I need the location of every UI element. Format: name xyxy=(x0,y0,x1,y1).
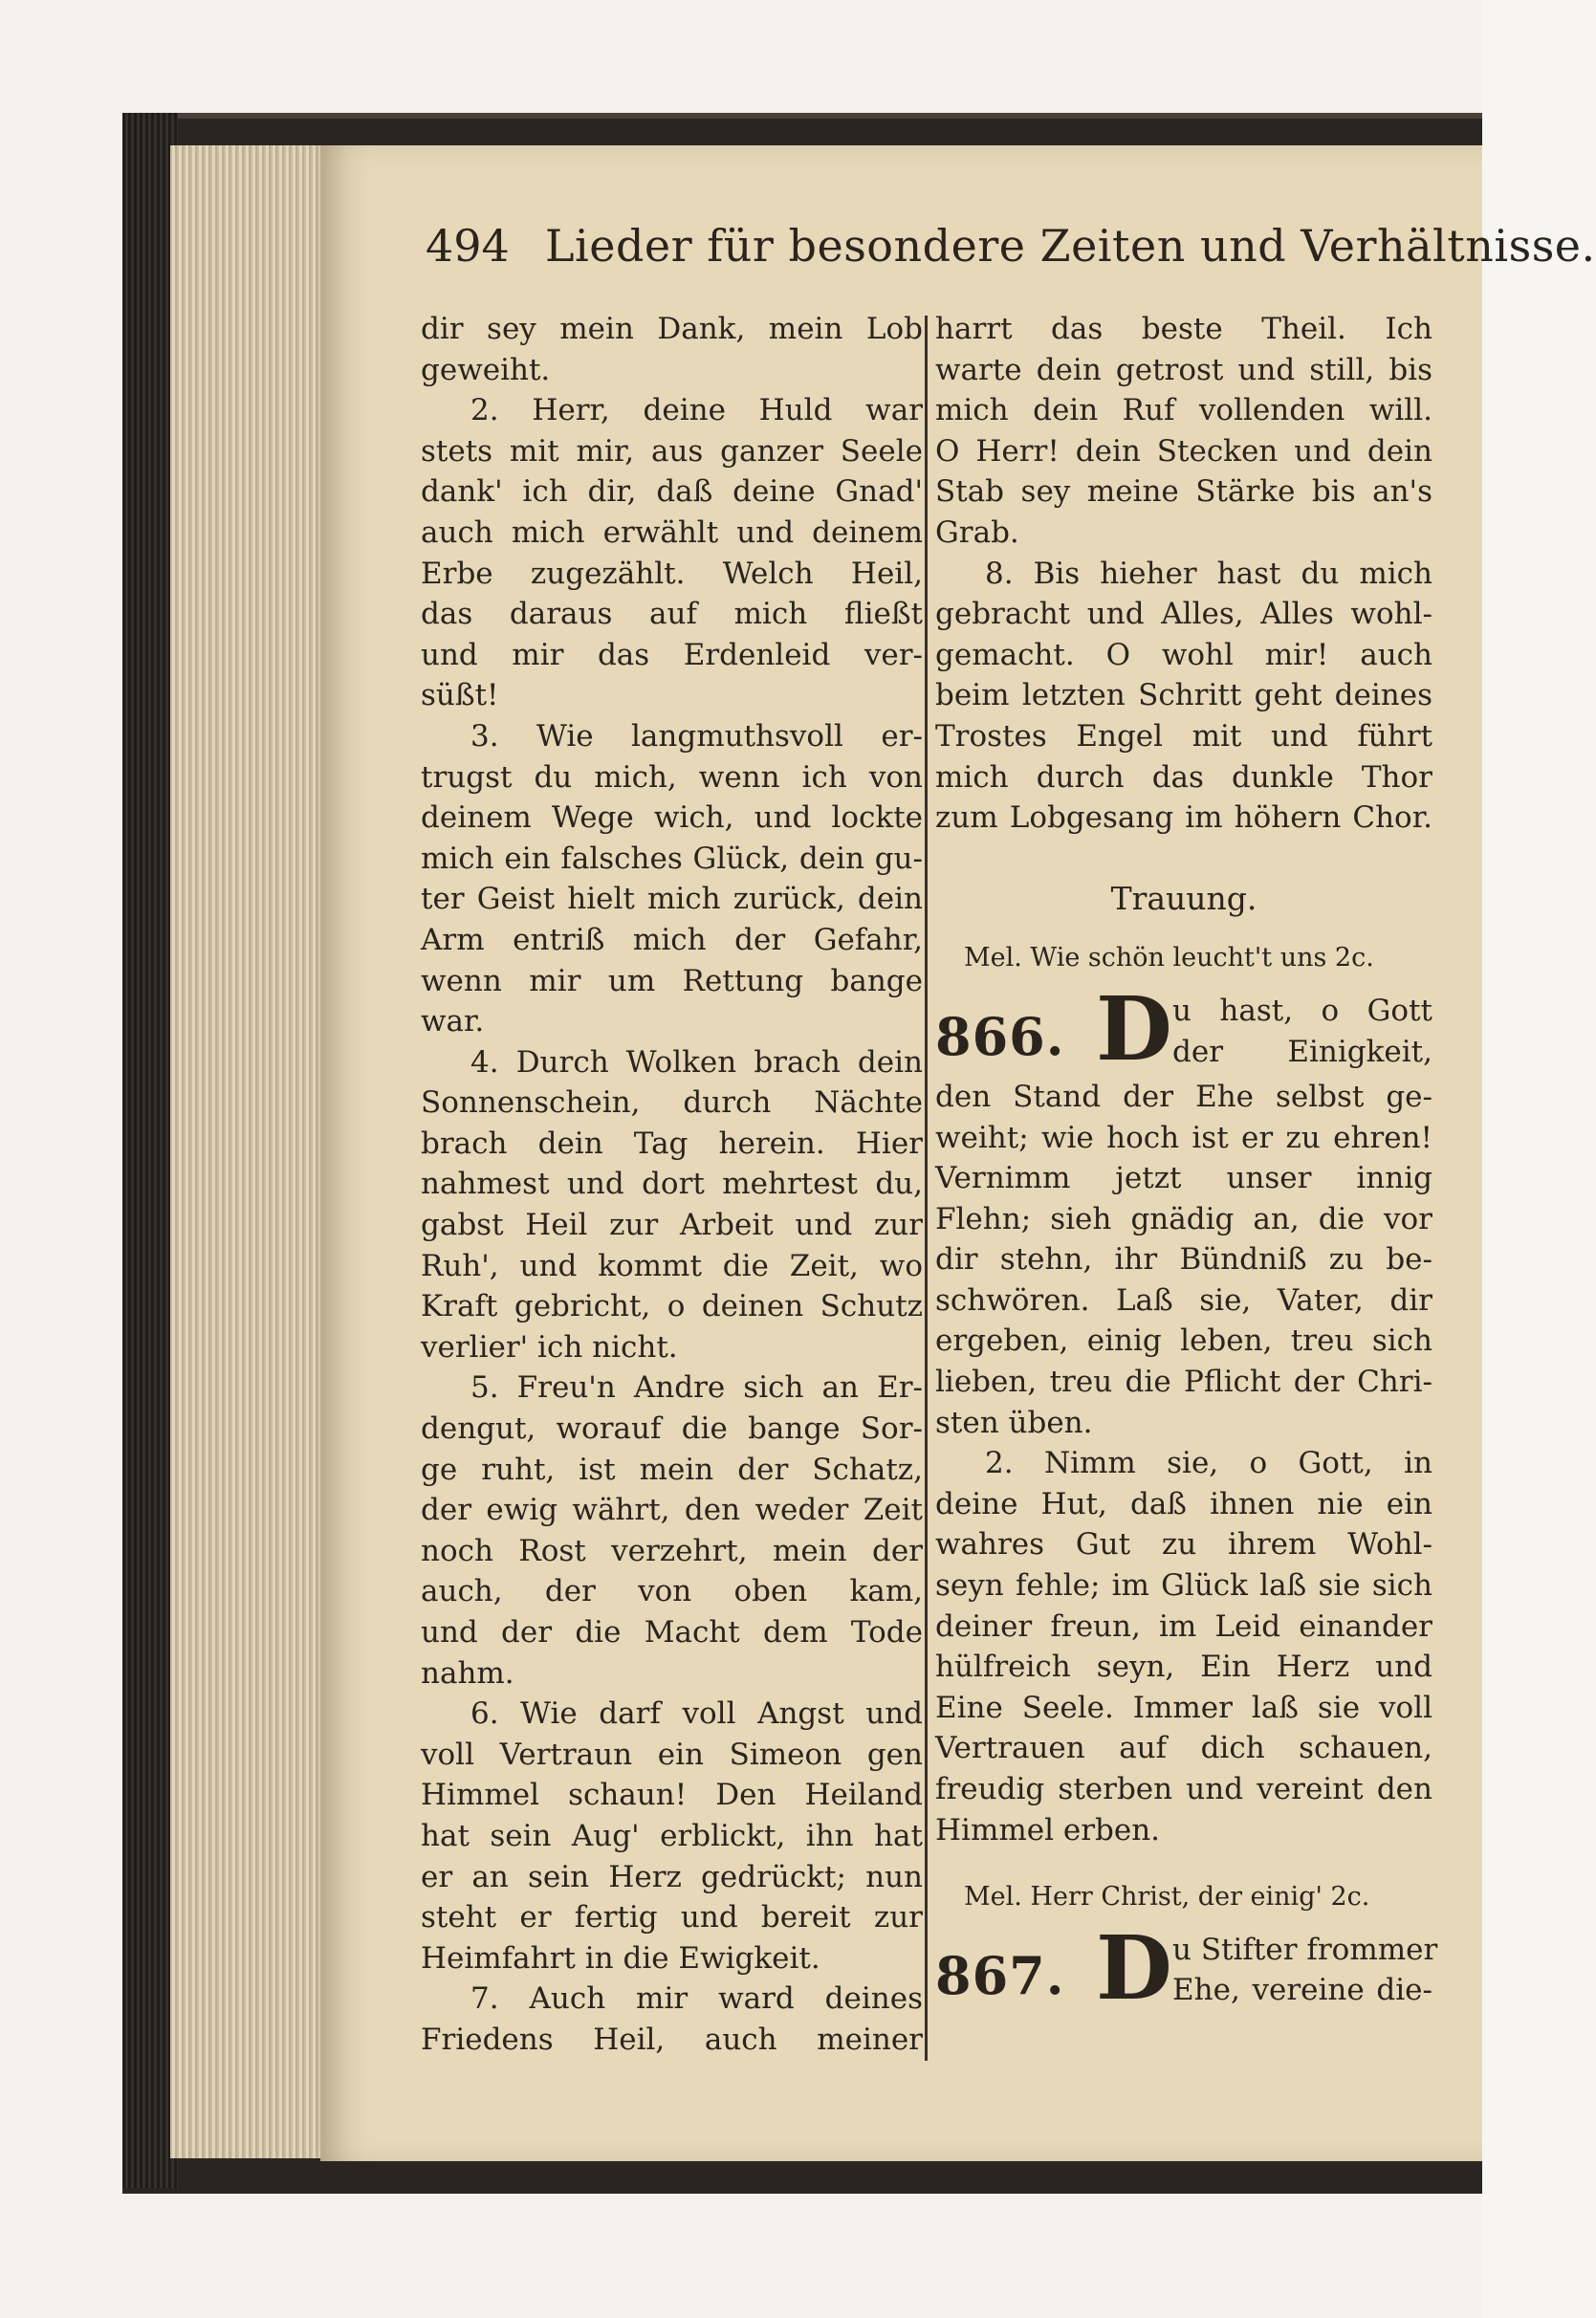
text-line: 5. Freu'n Andre sich an Er- xyxy=(470,1370,923,1406)
text-line: Heimfahrt in die Ewigkeit. xyxy=(421,1940,820,1976)
text-line: und mir das Erdenleid ver- xyxy=(421,637,923,672)
text-line: harrt das beste Theil. Ich xyxy=(935,312,1432,346)
text-line: brach dein Tag herein. Hier xyxy=(421,1126,923,1161)
text-line: u Stifter frommer xyxy=(1172,1932,1438,1967)
text-line: Grab. xyxy=(935,514,1019,550)
text-line: seyn fehle; im Glück laß sie sich xyxy=(935,1568,1432,1604)
text-line: den Stand der Ehe selbst ge- xyxy=(935,1079,1432,1114)
text-line: Trostes Engel mit und führt xyxy=(935,718,1432,754)
text-line: Friedens Heil, auch meiner xyxy=(421,2022,923,2057)
text-line: Arm entriß mich der Gefahr, xyxy=(421,922,923,957)
melody-note: Mel. Wie schön leucht't uns 2c. xyxy=(964,943,1374,973)
text-line: lieben, treu die Pflicht der Chri- xyxy=(935,1365,1432,1400)
text-line: nahmest und dort mehrtest du, xyxy=(421,1167,923,1202)
text-line: Vernimm jetzt unser innig xyxy=(935,1161,1432,1196)
text-line: geweiht. xyxy=(421,352,551,387)
text-line: gebracht und Alles, Alles wohl- xyxy=(935,597,1432,632)
text-line: gemacht. O wohl mir! auch xyxy=(935,637,1432,672)
text-line: 2. Herr, deine Huld war xyxy=(470,393,923,428)
text-line: Eine Seele. Immer laß sie voll xyxy=(935,1690,1432,1725)
text-line: freudig sterben und vereint den xyxy=(935,1772,1432,1806)
text-line: steht er fertig und bereit zur xyxy=(421,1900,923,1935)
text-line: der ewig währt, den weder Zeit xyxy=(421,1493,923,1528)
hymn-867-heading xyxy=(935,1915,1438,2020)
text-line: hülfreich seyn, Ein Herz und xyxy=(935,1650,1432,1685)
text-line: Ehe, vereine die- xyxy=(1172,1973,1432,2008)
text-line: ge ruht, ist mein der Schatz, xyxy=(421,1452,923,1487)
text-line: dir stehn, ihr Bündniß zu be- xyxy=(935,1242,1432,1278)
text-line: wahres Gut zu ihrem Wohl- xyxy=(935,1527,1432,1563)
text-line: trugst du mich, wenn ich von xyxy=(421,759,923,795)
text-line: auch, der von oben kam, xyxy=(421,1574,923,1609)
text-line: Himmel erben. xyxy=(935,1812,1161,1848)
text-line: noch Rost verzehrt, mein der xyxy=(421,1533,923,1568)
text-line: O Herr! dein Stecken und dein xyxy=(935,433,1432,469)
text-line: auch mich erwählt und deinem xyxy=(421,514,923,550)
text-line: deine Hut, daß ihnen nie ein xyxy=(935,1486,1432,1521)
column-divider xyxy=(925,316,928,2061)
hymn-866-heading xyxy=(935,976,1432,1081)
hymn-number: 867. xyxy=(935,1944,1065,2006)
page-edges xyxy=(170,145,323,2158)
text-line: 4. Durch Wolken brach dein xyxy=(470,1044,923,1080)
left-column xyxy=(421,309,923,2061)
text-line: ter Geist hielt mich zurück, dein xyxy=(421,882,923,917)
text-line: Erbe zugezählt. Welch Heil, xyxy=(421,556,923,591)
page-number: 494 xyxy=(426,220,510,272)
text-line: Sonnenschein, durch Nächte xyxy=(421,1085,923,1121)
text-line: Flehn; sieh gnädig an, die vor xyxy=(935,1201,1432,1236)
text-line: Vertrauen auf dich schauen, xyxy=(935,1731,1432,1766)
text-line: 2. Nimm sie, o Gott, in xyxy=(985,1446,1432,1481)
text-line: war. xyxy=(421,1004,485,1039)
text-line: 8. Bis hieher hast du mich xyxy=(985,556,1432,591)
text-line: hat sein Aug' erblickt, ihn hat xyxy=(421,1818,923,1853)
text-line: 6. Wie darf voll Angst und xyxy=(470,1696,923,1732)
text-line: dir sey mein Dank, mein Lob xyxy=(421,312,923,346)
text-line: das daraus auf mich fließt xyxy=(421,597,923,632)
text-line: deinem Wege wich, und lockte xyxy=(421,800,923,836)
text-line: voll Vertraun ein Simeon gen xyxy=(421,1737,923,1772)
text-line: wenn mir um Rettung bange xyxy=(421,963,923,998)
text-line: Stab sey meine Stärke bis an's xyxy=(935,474,1432,510)
text-line: Kraft gebricht, o deinen Schutz xyxy=(421,1289,923,1324)
text-line: süßt! xyxy=(421,678,499,713)
text-line: Himmel schaun! Den Heiland xyxy=(421,1778,923,1813)
text-line: verlier' ich nicht. xyxy=(421,1329,678,1365)
text-line: schwören. Laß sie, Vater, dir xyxy=(935,1282,1432,1318)
text-line: warte dein getrost und still, bis xyxy=(935,352,1432,387)
text-line: mich dein Ruf vollenden will. xyxy=(935,393,1432,428)
text-line: gabst Heil zur Arbeit und zur xyxy=(421,1208,923,1243)
text-line: 7. Auch mir ward deines xyxy=(470,1981,923,2017)
text-line: mich ein falsches Glück, dein gu- xyxy=(421,841,923,876)
text-line: weiht; wie hoch ist er zu ehren! xyxy=(935,1120,1432,1155)
right-column xyxy=(935,309,1438,2020)
melody-note: Mel. Herr Christ, der einig' 2c. xyxy=(964,1882,1370,1913)
text-line: und der die Macht dem Tode xyxy=(421,1615,923,1650)
page-header xyxy=(426,220,1596,287)
text-line: nahm. xyxy=(421,1655,514,1691)
text-line: dank' ich dir, daß deine Gnad' xyxy=(421,474,923,510)
text-line: stets mit mir, aus ganzer Seele xyxy=(421,433,923,469)
text-line: u hast, o Gott xyxy=(1172,993,1432,1028)
text-line: ergeben, einig leben, treu sich xyxy=(935,1323,1432,1359)
text-line: er an sein Herz gedrückt; nun xyxy=(421,1859,923,1894)
drop-initial: D xyxy=(1096,1915,1172,2020)
text-line: der Einigkeit, xyxy=(1172,1034,1432,1069)
text-line: mich durch das dunkle Thor xyxy=(935,759,1432,795)
text-line: deiner freun, im Leid einander xyxy=(935,1608,1432,1644)
section-title: Trauung. xyxy=(1110,879,1257,917)
text-line: 3. Wie langmuthsvoll er- xyxy=(470,718,923,754)
drop-initial: D xyxy=(1096,976,1172,1081)
text-line: sten üben. xyxy=(935,1405,1093,1440)
text-line: zum Lobgesang im höhern Chor. xyxy=(935,800,1432,836)
text-line: Ruh', und kommt die Zeit, wo xyxy=(421,1248,923,1283)
hymn-number: 866. xyxy=(935,1005,1065,1067)
text-line: beim letzten Schritt geht deines xyxy=(935,678,1432,713)
text-line: dengut, worauf die bange Sor- xyxy=(421,1411,923,1447)
running-title: Lieder für besondere Zeiten und Verhältnisse. xyxy=(545,220,1596,272)
